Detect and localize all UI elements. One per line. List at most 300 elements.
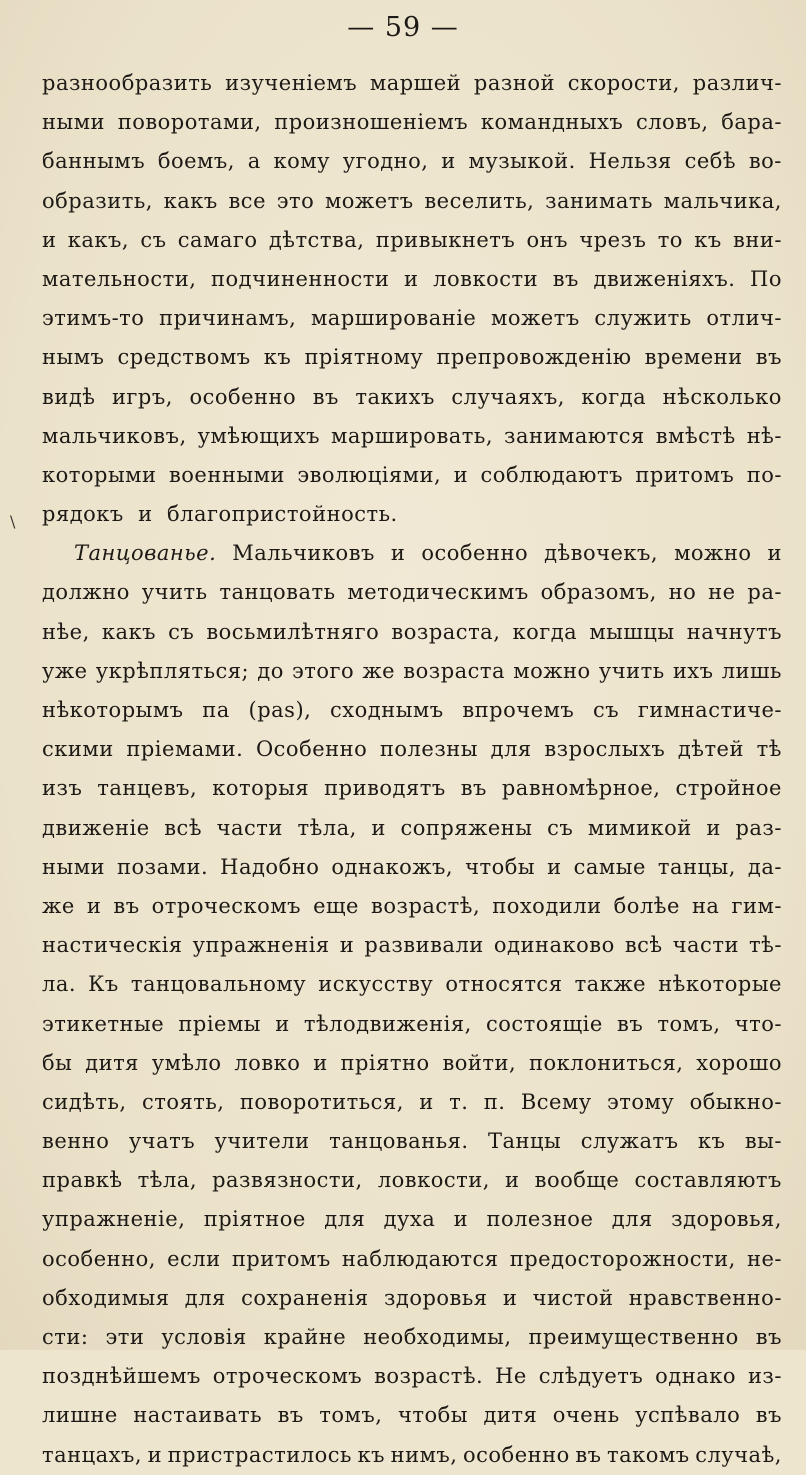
word: начнутъ	[686, 619, 782, 644]
word: для	[490, 737, 532, 762]
text-line	[42, 652, 782, 691]
word: да-	[747, 854, 782, 879]
text-line	[42, 417, 782, 456]
word: въ	[755, 345, 782, 370]
word: дитя	[85, 1050, 139, 1075]
word: из-	[747, 1364, 782, 1389]
word: однако	[655, 1364, 737, 1389]
word: сохраненія	[241, 1285, 369, 1310]
word: и	[147, 1442, 163, 1467]
word: которыя	[212, 776, 310, 801]
word: нѣ-	[746, 423, 782, 448]
word: наблюдаются	[341, 1246, 499, 1271]
word: возраста,	[391, 619, 501, 644]
word: томъ,	[319, 1403, 383, 1428]
word: можетъ	[324, 188, 414, 213]
word: то	[657, 227, 683, 252]
word: гим-	[731, 893, 782, 918]
word: танцовать	[219, 580, 336, 605]
text-line	[42, 809, 782, 848]
word: искусству	[318, 972, 434, 997]
word: образомъ,	[540, 580, 657, 605]
word: дѣтей	[677, 737, 744, 762]
word: не	[708, 580, 736, 605]
word: нѣе,	[42, 619, 90, 644]
word: если	[167, 1246, 221, 1271]
text-line	[42, 965, 782, 1004]
word: видѣ	[42, 384, 96, 409]
word: образить,	[42, 188, 153, 213]
word: преимущественно	[528, 1325, 739, 1349]
word: танцевъ,	[97, 776, 198, 801]
text-line	[42, 299, 782, 338]
word: относятся	[445, 972, 563, 997]
word: предосторожности,	[509, 1246, 736, 1271]
word: разной	[473, 71, 555, 95]
word: Танцы	[488, 1129, 562, 1154]
text-line	[42, 1396, 782, 1435]
word: ихъ	[672, 658, 714, 683]
word: какъ	[101, 619, 156, 644]
word: и	[86, 893, 102, 918]
text-line	[42, 1005, 782, 1044]
word: изученіемъ	[225, 71, 358, 95]
word: полезное	[486, 1207, 594, 1232]
word: крайне	[263, 1325, 347, 1349]
word: позднѣйшемъ	[42, 1364, 201, 1389]
word: т.	[449, 1089, 469, 1114]
word: лишь	[721, 658, 782, 683]
word: этимъ-то	[42, 306, 145, 331]
word: вы-	[744, 1129, 782, 1154]
word: равномѣрное,	[501, 776, 661, 801]
word: боемъ,	[157, 149, 235, 174]
word: пріятному	[304, 345, 424, 370]
word: позами.	[117, 854, 209, 879]
word: до	[257, 658, 284, 683]
word: не-	[746, 1246, 782, 1271]
word: всѣ	[164, 815, 202, 840]
word: нравственно-	[628, 1285, 782, 1310]
word: части	[672, 933, 739, 958]
word: мальчиковъ,	[42, 423, 187, 448]
word: притомъ	[231, 1246, 331, 1271]
word: поворотами,	[117, 110, 262, 135]
word: особенно	[189, 384, 297, 409]
word: въ	[755, 1403, 782, 1428]
word: игръ,	[111, 384, 173, 409]
word: нымъ	[42, 345, 105, 370]
word: подчиненности	[211, 266, 390, 291]
text-line	[42, 1318, 782, 1357]
word: же	[42, 893, 75, 918]
word: отлич-	[706, 306, 782, 331]
word: составляютъ	[634, 1168, 782, 1193]
word: для	[184, 1285, 226, 1310]
word: чистой	[532, 1285, 614, 1310]
word: походили	[492, 893, 602, 918]
word: развязности,	[212, 1168, 363, 1193]
word: впрочемъ	[462, 698, 575, 722]
word: венно	[42, 1129, 110, 1154]
word: движеніяхъ.	[593, 266, 736, 291]
word: съ	[547, 815, 574, 840]
word: можно	[513, 658, 591, 683]
word: состоящіе	[485, 1011, 603, 1036]
text-line	[42, 456, 782, 495]
word: возрастѣ.	[374, 1364, 484, 1389]
word: нѣкоторые	[658, 972, 782, 997]
word: и	[371, 815, 386, 840]
word: По	[750, 266, 782, 291]
word: и	[453, 462, 469, 487]
word: Мальчиковъ	[232, 541, 375, 566]
word: когда	[581, 384, 647, 409]
text-line	[42, 142, 782, 181]
word: въ	[575, 1442, 602, 1467]
word: ла.	[42, 972, 77, 997]
word: томъ,	[657, 1011, 721, 1036]
word: Особенно	[255, 737, 368, 762]
word: къ	[263, 345, 292, 370]
word: дитя	[483, 1403, 538, 1428]
text-line	[42, 378, 782, 417]
word: времени	[644, 345, 743, 370]
word: дѣтства,	[268, 227, 365, 252]
word: учить	[141, 580, 208, 605]
word: мышцы	[589, 619, 675, 644]
word: учители	[214, 1129, 310, 1154]
word: п.	[483, 1089, 506, 1114]
word: же	[362, 658, 396, 683]
text-line	[42, 221, 782, 260]
text-line	[42, 534, 782, 573]
text-line	[42, 338, 782, 377]
word: рядокъ	[42, 502, 124, 527]
word: и	[505, 1168, 520, 1193]
word: пріятно	[340, 1050, 430, 1075]
text-line	[42, 1044, 782, 1083]
word: которыми	[42, 462, 157, 487]
word: приводятъ	[324, 776, 446, 801]
word: такихъ	[355, 384, 435, 409]
word: мательности,	[42, 266, 197, 291]
word: служатъ	[580, 1129, 679, 1154]
page-number: — 59 —	[347, 12, 459, 43]
word: обыкно-	[689, 1089, 782, 1114]
word: съ	[593, 698, 620, 722]
word: съ	[140, 227, 167, 252]
word: хорошо	[696, 1050, 782, 1075]
word: а	[247, 149, 261, 174]
text-line	[42, 103, 782, 142]
word: особенно,	[42, 1246, 156, 1271]
word: особенно	[421, 541, 529, 566]
word: по-	[746, 462, 782, 487]
word: въ	[460, 776, 487, 801]
word: танцахъ,	[42, 1442, 143, 1467]
word: нимъ,	[390, 1442, 458, 1467]
text-line	[42, 926, 782, 965]
word: отроческомъ	[212, 1364, 363, 1389]
word: раз-	[735, 815, 782, 840]
word: мальчика,	[663, 188, 782, 213]
word: во-	[748, 149, 782, 174]
word: военными	[168, 462, 285, 487]
word: духа	[383, 1207, 436, 1232]
word: самые	[573, 854, 646, 879]
text-line	[42, 1279, 782, 1318]
word: поворотиться,	[239, 1089, 404, 1114]
word: отроческомъ	[151, 893, 302, 918]
word: скорости,	[567, 71, 680, 95]
word: однакожъ,	[331, 854, 454, 879]
word: тѣла,	[297, 815, 357, 840]
word: ловкости	[433, 266, 539, 291]
margin-mark: \	[10, 512, 16, 531]
word: соблюдаютъ	[480, 462, 623, 487]
word: эволюціями,	[297, 462, 442, 487]
word: ными	[42, 110, 106, 135]
text-line	[42, 1240, 782, 1279]
word: веселить,	[424, 188, 535, 213]
word: занимаются	[504, 423, 645, 448]
word: (pas),	[248, 698, 312, 722]
word: различ-	[692, 71, 782, 95]
text-line	[42, 573, 782, 612]
text-line	[42, 182, 782, 221]
word: вмѣстѣ	[655, 423, 736, 448]
word: па	[202, 698, 230, 722]
word: маршей	[369, 71, 462, 95]
word: войти,	[442, 1050, 517, 1075]
text-line	[42, 848, 782, 887]
body-text	[42, 64, 782, 1475]
word: вни-	[733, 227, 782, 252]
word: и	[138, 502, 153, 527]
word: такомъ	[607, 1442, 690, 1467]
word: привыкнетъ	[375, 227, 516, 252]
word: необходимы,	[363, 1325, 512, 1349]
word: и	[419, 1089, 434, 1114]
word: и	[313, 1050, 328, 1075]
word: умѣло	[151, 1050, 222, 1075]
word: словъ,	[635, 110, 709, 135]
word: съ	[168, 619, 195, 644]
word: и	[453, 1207, 469, 1232]
word: ловко	[234, 1050, 301, 1075]
word: сидѣть,	[42, 1089, 127, 1114]
word: правкѣ	[42, 1168, 123, 1193]
word: одинаково	[493, 933, 615, 958]
word: разнообразить	[42, 71, 213, 95]
word: Всему	[520, 1089, 592, 1114]
word: упражненія	[192, 933, 330, 958]
word: и	[42, 227, 57, 252]
word: упражненіе,	[42, 1207, 186, 1232]
text-line	[42, 613, 782, 652]
word: стройное	[675, 776, 782, 801]
word: гимнастиче-	[637, 698, 782, 722]
word: но	[668, 580, 697, 605]
word: методическимъ	[347, 580, 529, 605]
word: и	[404, 266, 419, 291]
word: здоровья,	[671, 1207, 782, 1232]
word: для	[611, 1207, 653, 1232]
word: настическія	[42, 933, 183, 958]
word: слѣдуетъ	[538, 1364, 644, 1389]
text-line	[42, 64, 782, 103]
word: болѣе	[613, 893, 680, 918]
word: на	[691, 893, 720, 918]
word: случаяхъ,	[451, 384, 565, 409]
word: также	[574, 972, 647, 997]
word: пристрастилось	[167, 1442, 352, 1467]
word: этому	[607, 1089, 675, 1114]
word: въ	[277, 1403, 304, 1428]
word: пріятное	[203, 1207, 306, 1232]
word: ра-	[747, 580, 782, 605]
word: особенно	[463, 1442, 570, 1467]
word: взрослыхъ	[544, 737, 666, 762]
word: Надобно	[220, 854, 320, 879]
word: Нельзя	[588, 149, 672, 174]
text-line	[42, 1200, 782, 1239]
word: и	[275, 1011, 290, 1036]
word: какъ	[163, 188, 218, 213]
word: причинамъ,	[159, 306, 297, 331]
word: стоять,	[141, 1089, 225, 1114]
word: благопристойность.	[166, 502, 398, 527]
text-line	[42, 495, 782, 534]
word: сходнымъ	[330, 698, 444, 722]
word: условія	[161, 1325, 247, 1349]
word: что-	[734, 1011, 782, 1036]
word: и	[339, 933, 355, 958]
word: здоровья	[383, 1285, 488, 1310]
word: служить	[594, 306, 692, 331]
word: можно	[674, 541, 752, 566]
word: этикетные	[42, 1011, 165, 1036]
word: угодно,	[342, 149, 429, 174]
word: еще	[313, 893, 359, 918]
word: сопряжены	[400, 815, 533, 840]
word: самаго	[177, 227, 258, 252]
word: это	[276, 188, 315, 213]
text-line	[42, 691, 782, 730]
word: полезны	[379, 737, 478, 762]
text-line	[42, 730, 782, 769]
word: въ	[755, 1325, 782, 1349]
word: и	[502, 1285, 518, 1310]
word: танцовальному	[130, 972, 307, 997]
text-line	[42, 1436, 782, 1475]
word: этого	[292, 658, 355, 683]
word: къ	[697, 1129, 726, 1154]
word: Къ	[88, 972, 119, 997]
text-line	[42, 1161, 782, 1200]
word: притомъ	[635, 462, 735, 487]
word: случаѣ,	[695, 1442, 782, 1467]
word: дѣвочекъ,	[544, 541, 659, 566]
word: къ	[694, 227, 722, 252]
word: всѣ	[624, 933, 663, 958]
word: маршированіе	[310, 306, 477, 331]
word: ными	[42, 854, 106, 879]
word: чтобы	[465, 854, 536, 879]
word: должно	[42, 580, 130, 605]
word: тѣ-	[749, 933, 782, 958]
word: для	[324, 1207, 366, 1232]
word: вообще	[534, 1168, 620, 1193]
word: въ	[113, 893, 140, 918]
text-line	[42, 260, 782, 299]
word: все	[228, 188, 266, 213]
word: занимать	[545, 188, 653, 213]
word: восьмилѣтняго	[206, 619, 380, 644]
word: произношеніемъ	[274, 110, 469, 135]
word: маршировать,	[331, 423, 494, 448]
word: лишне	[42, 1403, 118, 1428]
word: Не	[495, 1364, 527, 1389]
word: танцованья.	[329, 1129, 469, 1154]
word: нѣкоторымъ	[42, 698, 184, 722]
word: музыкой.	[468, 149, 576, 174]
word: умѣющихъ	[197, 423, 321, 448]
word: командныхъ	[480, 110, 624, 135]
word: развивали	[364, 933, 484, 958]
word: учить	[598, 658, 665, 683]
text-line	[42, 1122, 782, 1161]
word: кому	[273, 149, 330, 174]
section-heading: Танцованье.	[74, 541, 217, 566]
word: скими	[42, 737, 114, 762]
word: ловкости,	[377, 1168, 490, 1193]
word: тѣлодвиженія,	[303, 1011, 472, 1036]
word: онъ	[526, 227, 569, 252]
word: тѣ	[756, 737, 782, 762]
text-line	[42, 1083, 782, 1122]
word: успѣвало	[635, 1403, 741, 1428]
word: къ	[357, 1442, 386, 1467]
word: и	[706, 815, 721, 840]
word: бы	[42, 1050, 73, 1075]
word: очень	[552, 1403, 620, 1428]
text-line	[42, 887, 782, 926]
word: въ	[552, 266, 579, 291]
word: чтобы	[397, 1403, 468, 1428]
word: и	[441, 149, 456, 174]
word: движеніе	[42, 815, 150, 840]
word: мимикой	[587, 815, 692, 840]
word: и	[547, 854, 562, 879]
word: когда	[512, 619, 578, 644]
word: и	[767, 541, 782, 566]
word: какъ,	[67, 227, 130, 252]
word: эти	[105, 1325, 145, 1349]
word: можетъ	[491, 306, 580, 331]
word: баннымъ	[42, 149, 146, 174]
text-line	[42, 1357, 782, 1396]
text-line	[42, 769, 782, 808]
word: тѣла,	[137, 1168, 197, 1193]
word: учатъ	[128, 1129, 196, 1154]
word: изъ	[42, 776, 83, 801]
word: и	[390, 541, 406, 566]
word: возраста	[403, 658, 506, 683]
word: бара-	[721, 110, 782, 135]
word: уже	[42, 658, 88, 683]
